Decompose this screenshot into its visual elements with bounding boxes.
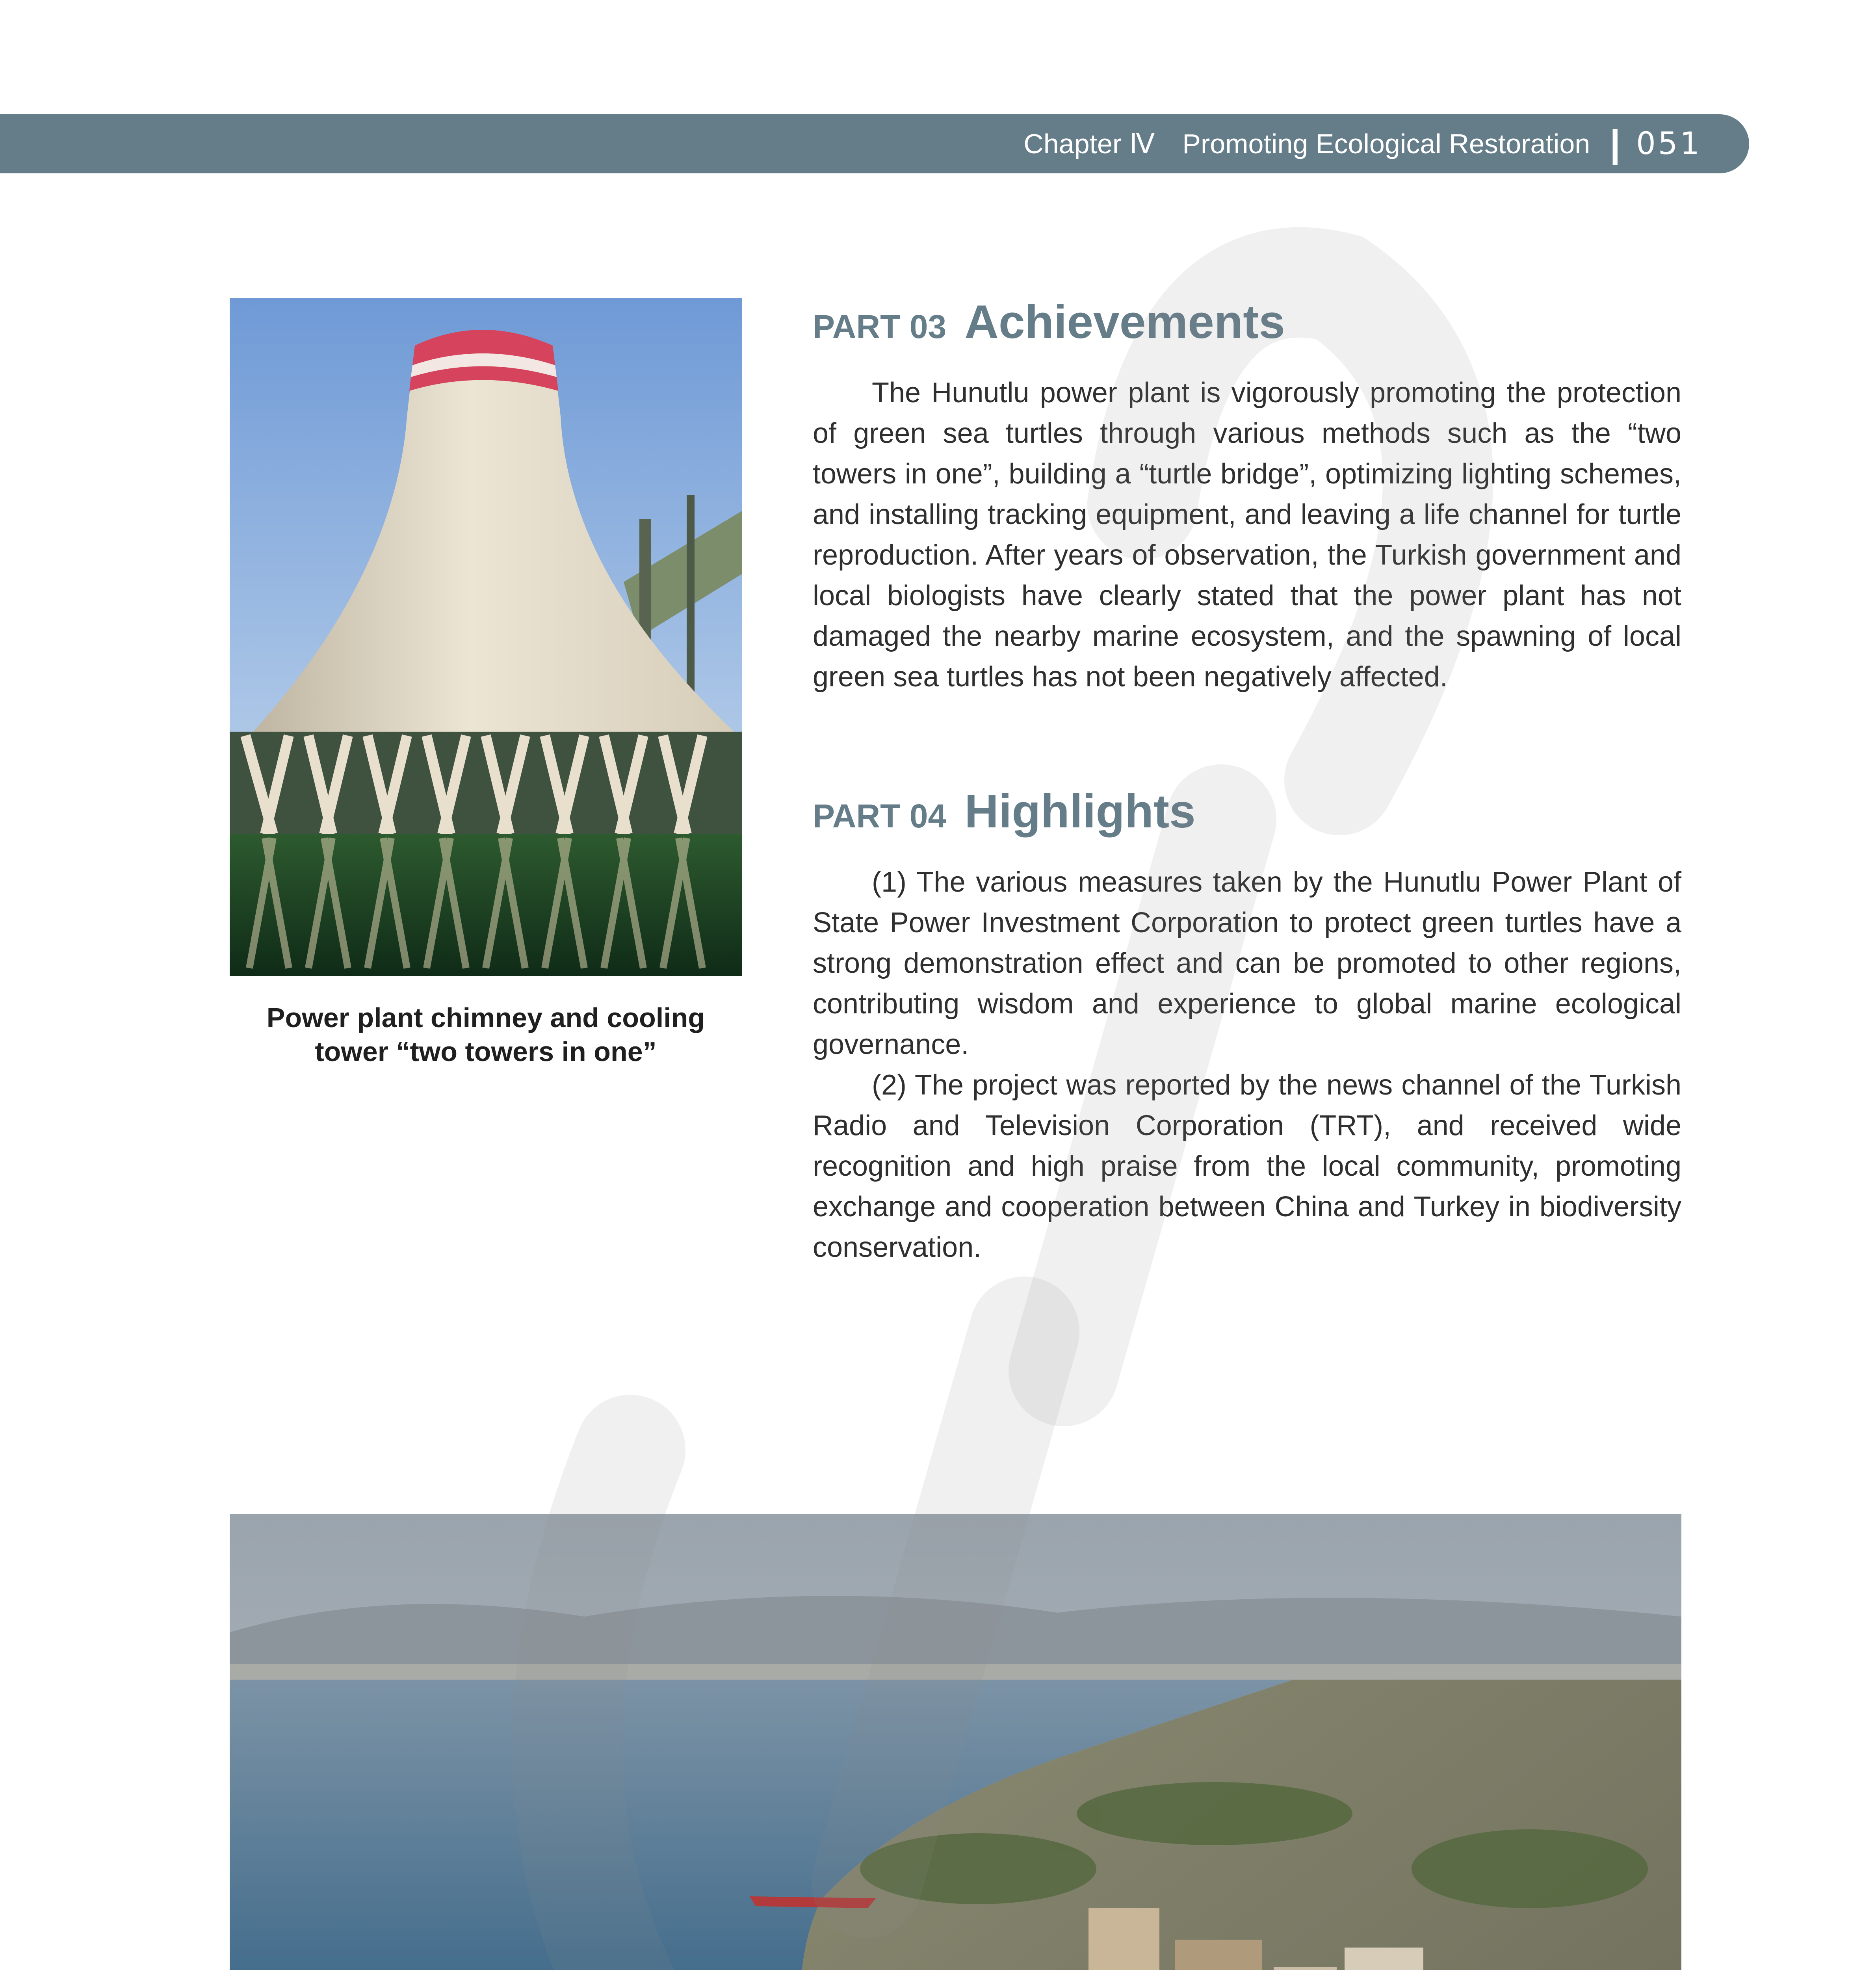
aerial-port-photo xyxy=(230,1514,1681,1970)
caption-line-2: tower “two towers in one” xyxy=(315,1036,657,1067)
section-heading: Highlights xyxy=(964,785,1196,838)
chapter-title: Promoting Ecological Restoration xyxy=(1182,128,1590,159)
part-label: PART 03 xyxy=(813,308,947,345)
cooling-tower-photo xyxy=(230,298,742,976)
section-achievements xyxy=(813,295,1681,697)
part-label: PART 04 xyxy=(813,797,947,834)
section-heading: Achievements xyxy=(964,296,1285,348)
header-bar xyxy=(0,114,1749,173)
chapter-label: Chapter Ⅳ xyxy=(1023,128,1155,159)
header-text xyxy=(1023,114,1702,173)
section-highlights xyxy=(813,784,1681,1268)
caption-line-1: Power plant chimney and cooling xyxy=(266,1002,705,1033)
section-title xyxy=(813,784,1681,838)
section-title xyxy=(813,295,1681,349)
highlights-paragraph-2: (2) The project was reported by the news channel of the Turkish Radio and Television Corporation (TRT), and received wide recognition and high praise from the local community, promoting exchange and cooperation between China and Turkey in biodiversity conservation. xyxy=(813,1069,1681,1263)
figure-caption xyxy=(230,1001,742,1069)
highlights-paragraph-1: (1) The various measures taken by the Hunutlu Power Plant of State Power Investment Corporation to protect green turtles have a strong demonstration effect and can be promoted to other regions, contributing wisdom and experience to global marine ecological governance. xyxy=(813,866,1681,1060)
achievements-paragraph: The Hunutlu power plant is vigorously promoting the protection of green sea turtles through various methods such as the “two towers in one”, building a “turtle bridge”, optimizing lighting schemes, and installing tracking equipment, and leaving a life channel for turtle reproduction. After years of observation, the Turkish government and local biologists have clearly stated that the power plant has not damaged the nearby marine ecosystem, and the spawning of local green sea turtles has not been negatively affected. xyxy=(813,377,1681,693)
header-separator: | xyxy=(1610,123,1621,165)
page-number: 051 xyxy=(1636,126,1702,162)
